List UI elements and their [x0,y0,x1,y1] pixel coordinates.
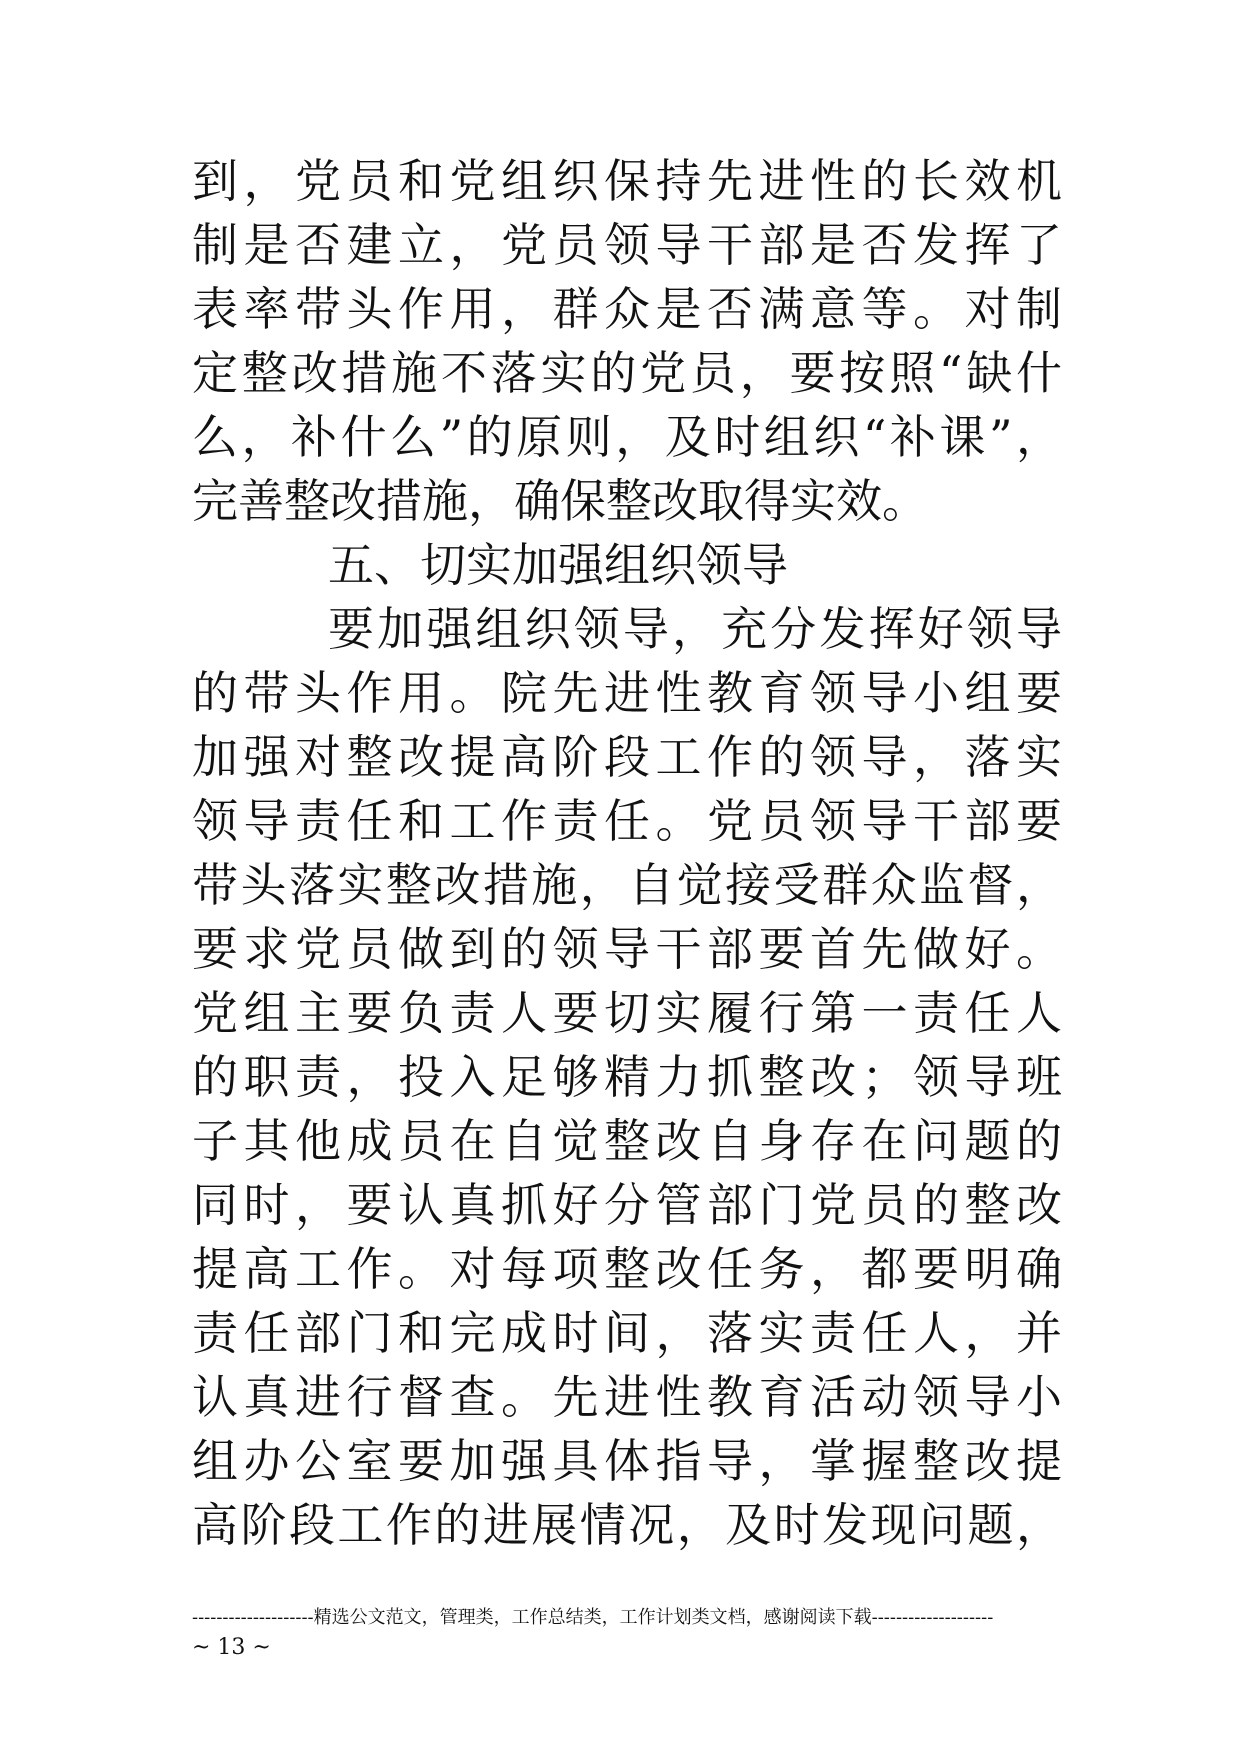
text-line: 完善整改措施，确保整改取得实效。 [192,474,928,528]
text-line: 定整改措施不落实的党员，要按照“缺什 [192,346,1062,400]
text-line: 责任部门和完成时间，落实责任人，并 [192,1306,1062,1360]
text-line: 的职责，投入足够精力抓整改；领导班 [192,1050,1062,1104]
text-line: 子其他成员在自觉整改自身存在问题的 [192,1114,1062,1168]
text-line: 高阶段工作的进展情况，及时发现问题， [192,1498,1062,1552]
text-line: 制是否建立，党员领导干部是否发挥了 [192,218,1062,272]
text-line: 加强对整改提高阶段工作的领导，落实 [192,730,1062,784]
text-line: 组办公室要加强具体指导，掌握整改提 [192,1434,1062,1488]
section-heading: 五、切实加强组织领导 [328,538,788,592]
text-line: 么，补什么”的原则，及时组织“补课”， [192,410,1062,464]
text-line: 提高工作。对每项整改任务，都要明确 [192,1242,1062,1296]
text-line: 要求党员做到的领导干部要首先做好。 [192,922,1062,976]
footer-banner: --------------------精选公文范文，管理类，工作总结类，工作计划类文档，感谢阅读下载-------------------- [192,1607,994,1628]
text-line: 党组主要负责人要切实履行第一责任人 [192,986,1062,1040]
text-line: 表率带头作用，群众是否满意等。对制 [192,282,1062,336]
text-line: 的带头作用。院先进性教育领导小组要 [192,666,1062,720]
text-line: 同时，要认真抓好分管部门党员的整改 [192,1178,1062,1232]
text-line: 带头落实整改措施，自觉接受群众监督， [192,858,1062,912]
text-line: 领导责任和工作责任。党员领导干部要 [192,794,1062,848]
body-text [192,149,1062,1557]
text-line: 认真进行督查。先进性教育活动领导小 [192,1370,1062,1424]
text-line: 到，党员和党组织保持先进性的长效机 [192,154,1062,208]
paragraph-first-line: 要加强组织领导，充分发挥好领导 [328,602,1062,656]
page-number: ~ 13 ~ [192,1635,271,1660]
